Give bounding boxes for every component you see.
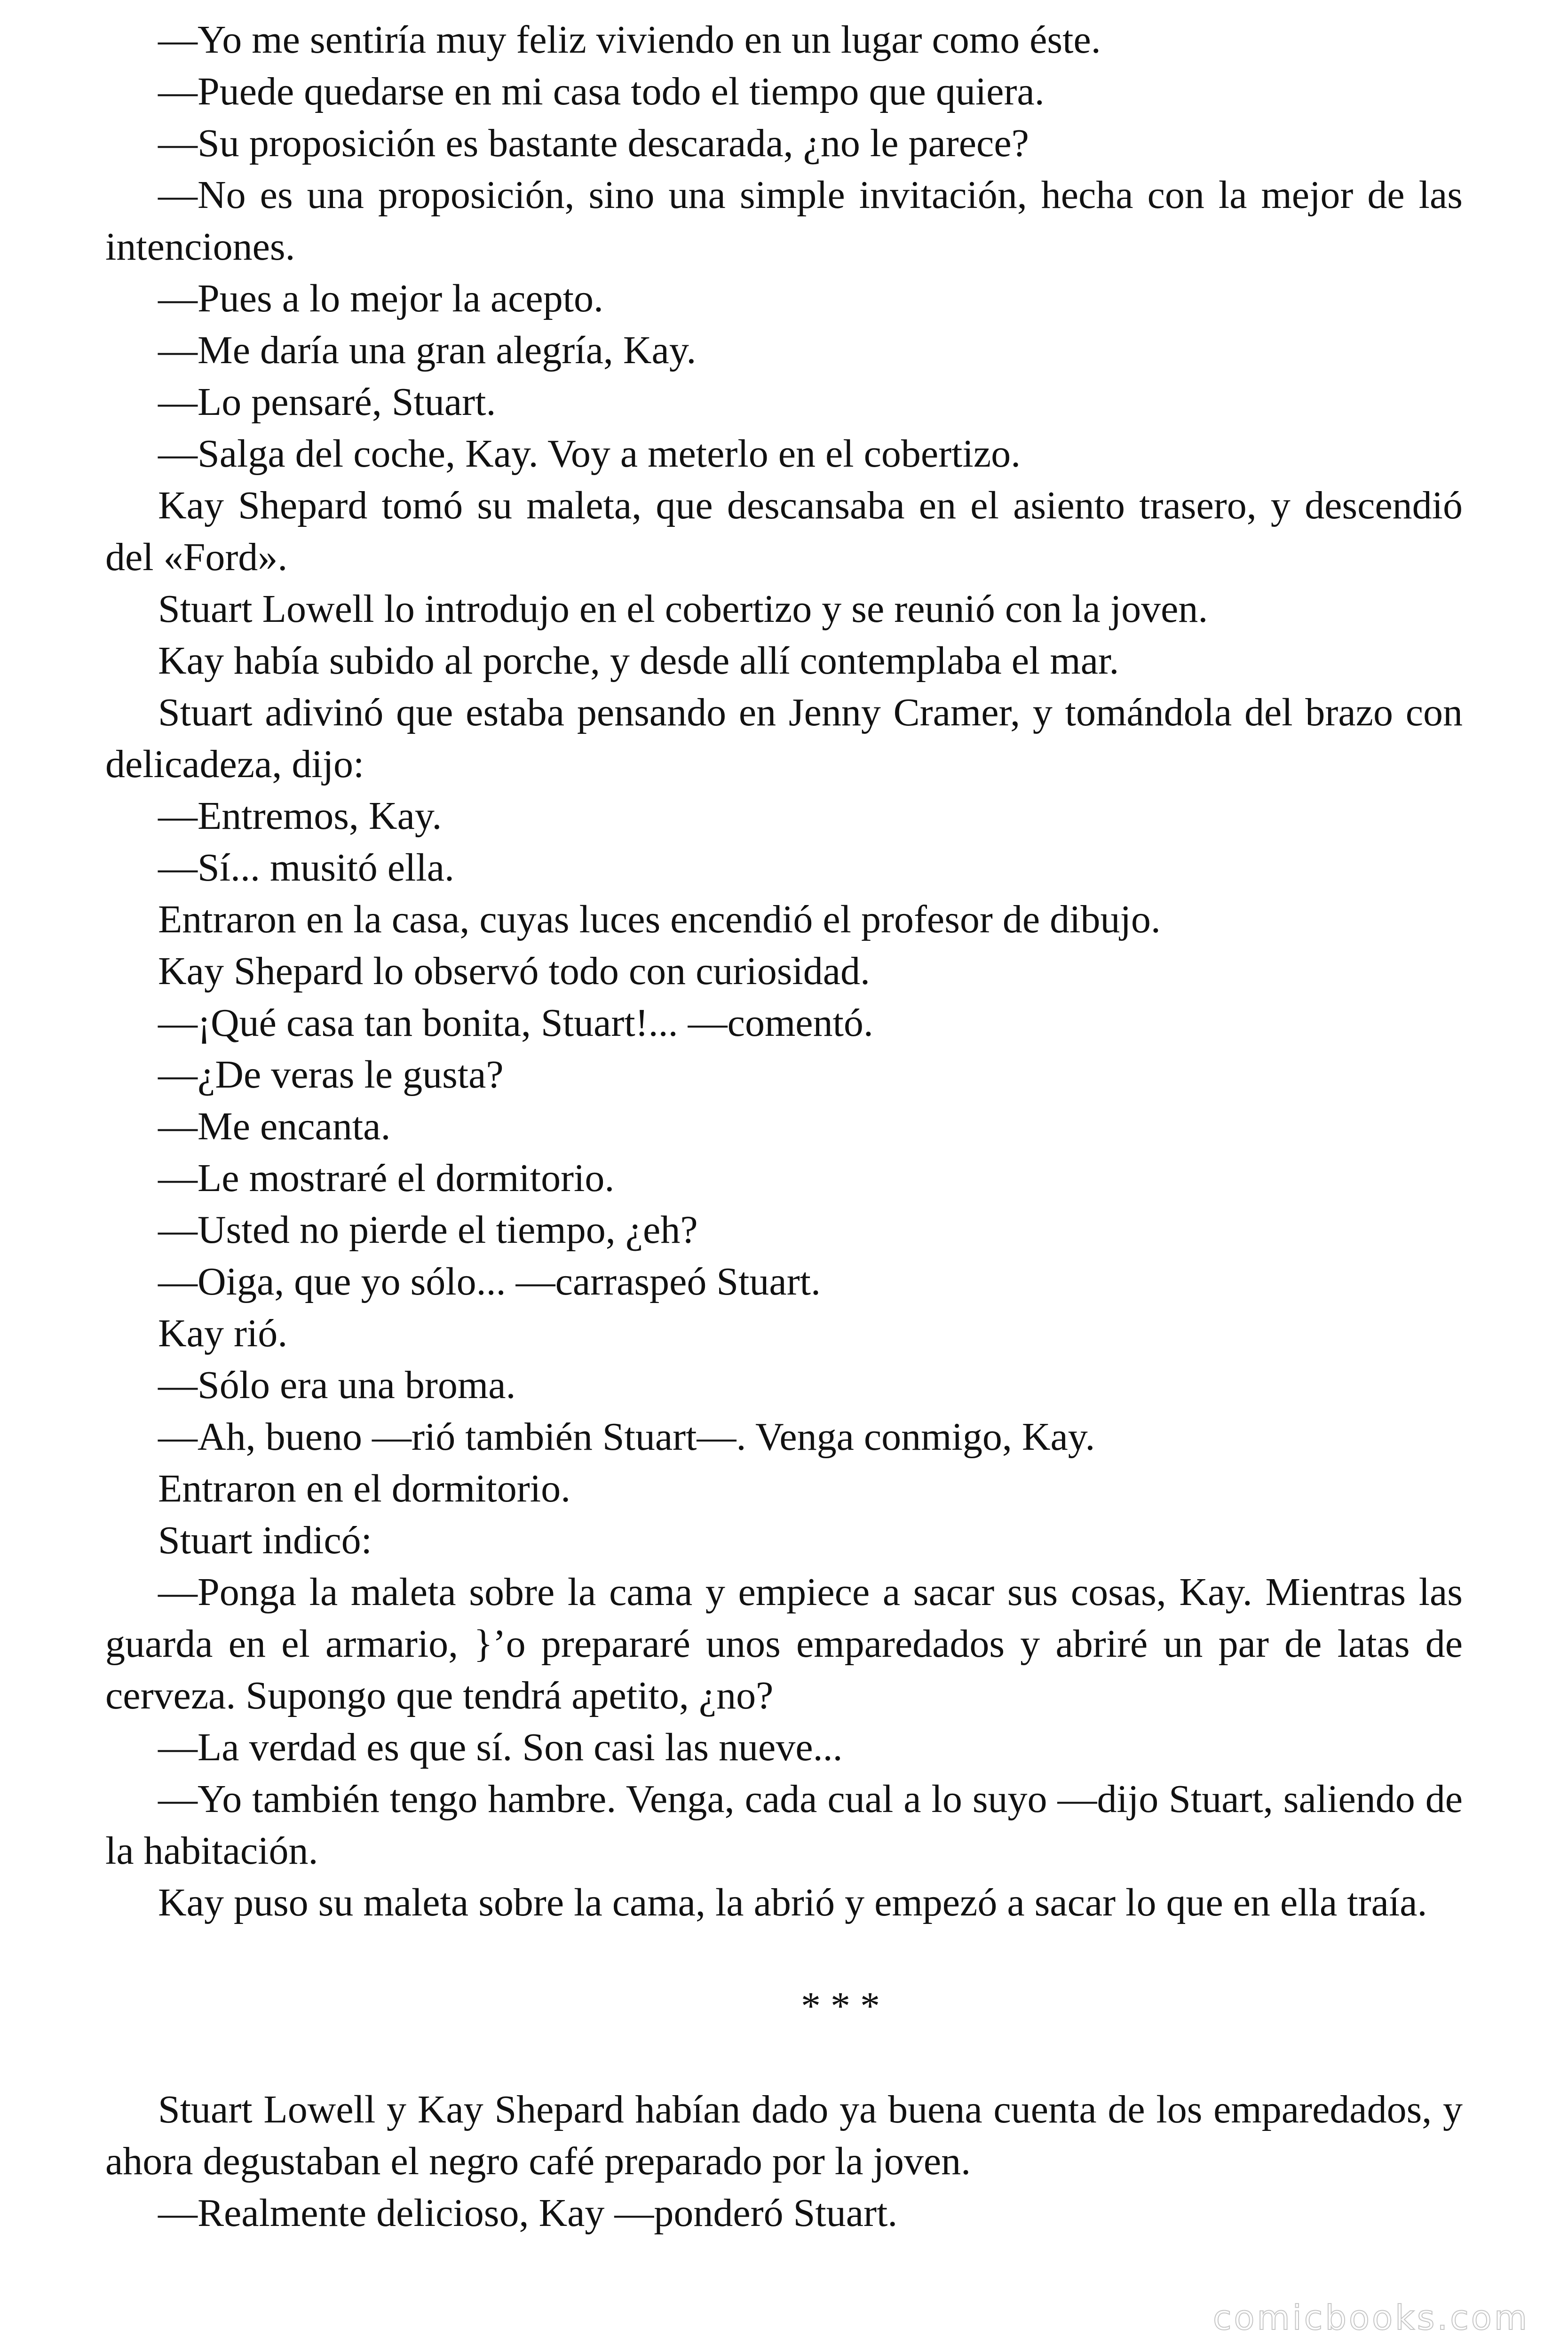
paragraph: —Oiga, que yo sólo... —carraspeó Stuart.: [158, 1260, 821, 1303]
paragraph: —Realmente delicioso, Kay —ponderó Stuart.: [158, 2191, 898, 2235]
paragraph: —¿De veras le gusta?: [158, 1053, 504, 1097]
paragraph: Kay Shepard tomó su maleta, que descansaba en el asiento trasero, y descendió del «Ford».: [105, 484, 1463, 579]
paragraph: —Entremos, Kay.: [158, 794, 442, 838]
watermark-logo: comicbooks.com: [1212, 2298, 1529, 2337]
paragraph: —Sólo era una broma.: [158, 1363, 516, 1407]
paragraph: —Ponga la maleta sobre la cama y empiece a sacar sus cosas, Kay. Mientras las guarda en el armario, }’o prepararé unos emparedados y abriré un par de latas de cerveza. Supongo que tendrá apetito, ¿no?: [105, 1570, 1463, 1717]
paragraph: —Salga del coche, Kay. Voy a meterlo en el cobertizo.: [158, 432, 1021, 476]
paragraph: —Le mostraré el dormitorio.: [158, 1156, 615, 1200]
paragraph: Kay puso su maleta sobre la cama, la abrió y empezó a sacar lo que en ella traía.: [158, 1881, 1427, 1924]
paragraph: —No es una proposición, sino una simple invitación, hecha con la mejor de las intenciones.: [105, 173, 1463, 269]
paragraph: —Puede quedarse en mi casa todo el tiempo que quiera.: [158, 70, 1045, 113]
paragraph: —Yo también tengo hambre. Venga, cada cual a lo suyo —dijo Stuart, saliendo de la habitación.: [105, 1777, 1463, 1873]
paragraph: —Pues a lo mejor la acepto.: [158, 277, 604, 320]
paragraph: —Me encanta.: [158, 1104, 391, 1148]
paragraph: —Sí... musitó ella.: [158, 846, 454, 890]
paragraph: —Su proposición es bastante descarada, ¿no le parece?: [158, 121, 1029, 165]
paragraph: Entraron en el dormitorio.: [158, 1467, 571, 1510]
paragraph: Stuart Lowell y Kay Shepard habían dado ya buena cuenta de los emparedados, y ahora degustaban el negro café preparado por la joven.: [105, 2088, 1463, 2183]
paragraph: —Me daría una gran alegría, Kay.: [158, 328, 697, 372]
paragraph: —¡Qué casa tan bonita, Stuart!... —comentó.: [158, 1001, 873, 1045]
spacer: [105, 1929, 1463, 1980]
paragraph: Stuart indicó:: [158, 1518, 372, 1562]
spacer: [105, 2032, 1463, 2084]
paragraph: Entraron en la casa, cuyas luces encendió el profesor de dibujo.: [158, 898, 1161, 941]
paragraph: —La verdad es que sí. Son casi las nueve...: [158, 1725, 843, 1769]
paragraph: Stuart Lowell lo introdujo en el cobertizo y se reunió con la joven.: [158, 587, 1208, 631]
paragraph: —Ah, bueno —rió también Stuart—. Venga conmigo, Kay.: [158, 1415, 1095, 1459]
body-text: [105, 14, 1463, 2239]
paragraph: Stuart adivinó que estaba pensando en Jenny Cramer, y tomándola del brazo con delicadeza, dijo:: [105, 691, 1463, 786]
paragraph: —Lo pensaré, Stuart.: [158, 380, 496, 424]
paragraph: Kay rió.: [158, 1311, 288, 1355]
paragraph: Kay había subido al porche, y desde allí contemplaba el mar.: [158, 639, 1119, 683]
paragraph: —Usted no pierde el tiempo, ¿eh?: [158, 1208, 698, 1252]
paragraph: —Yo me sentiría muy feliz viviendo en un lugar como éste.: [158, 18, 1101, 62]
scene-break: * * *: [801, 1984, 880, 2028]
paragraph: Kay Shepard lo observó todo con curiosidad.: [158, 949, 871, 993]
